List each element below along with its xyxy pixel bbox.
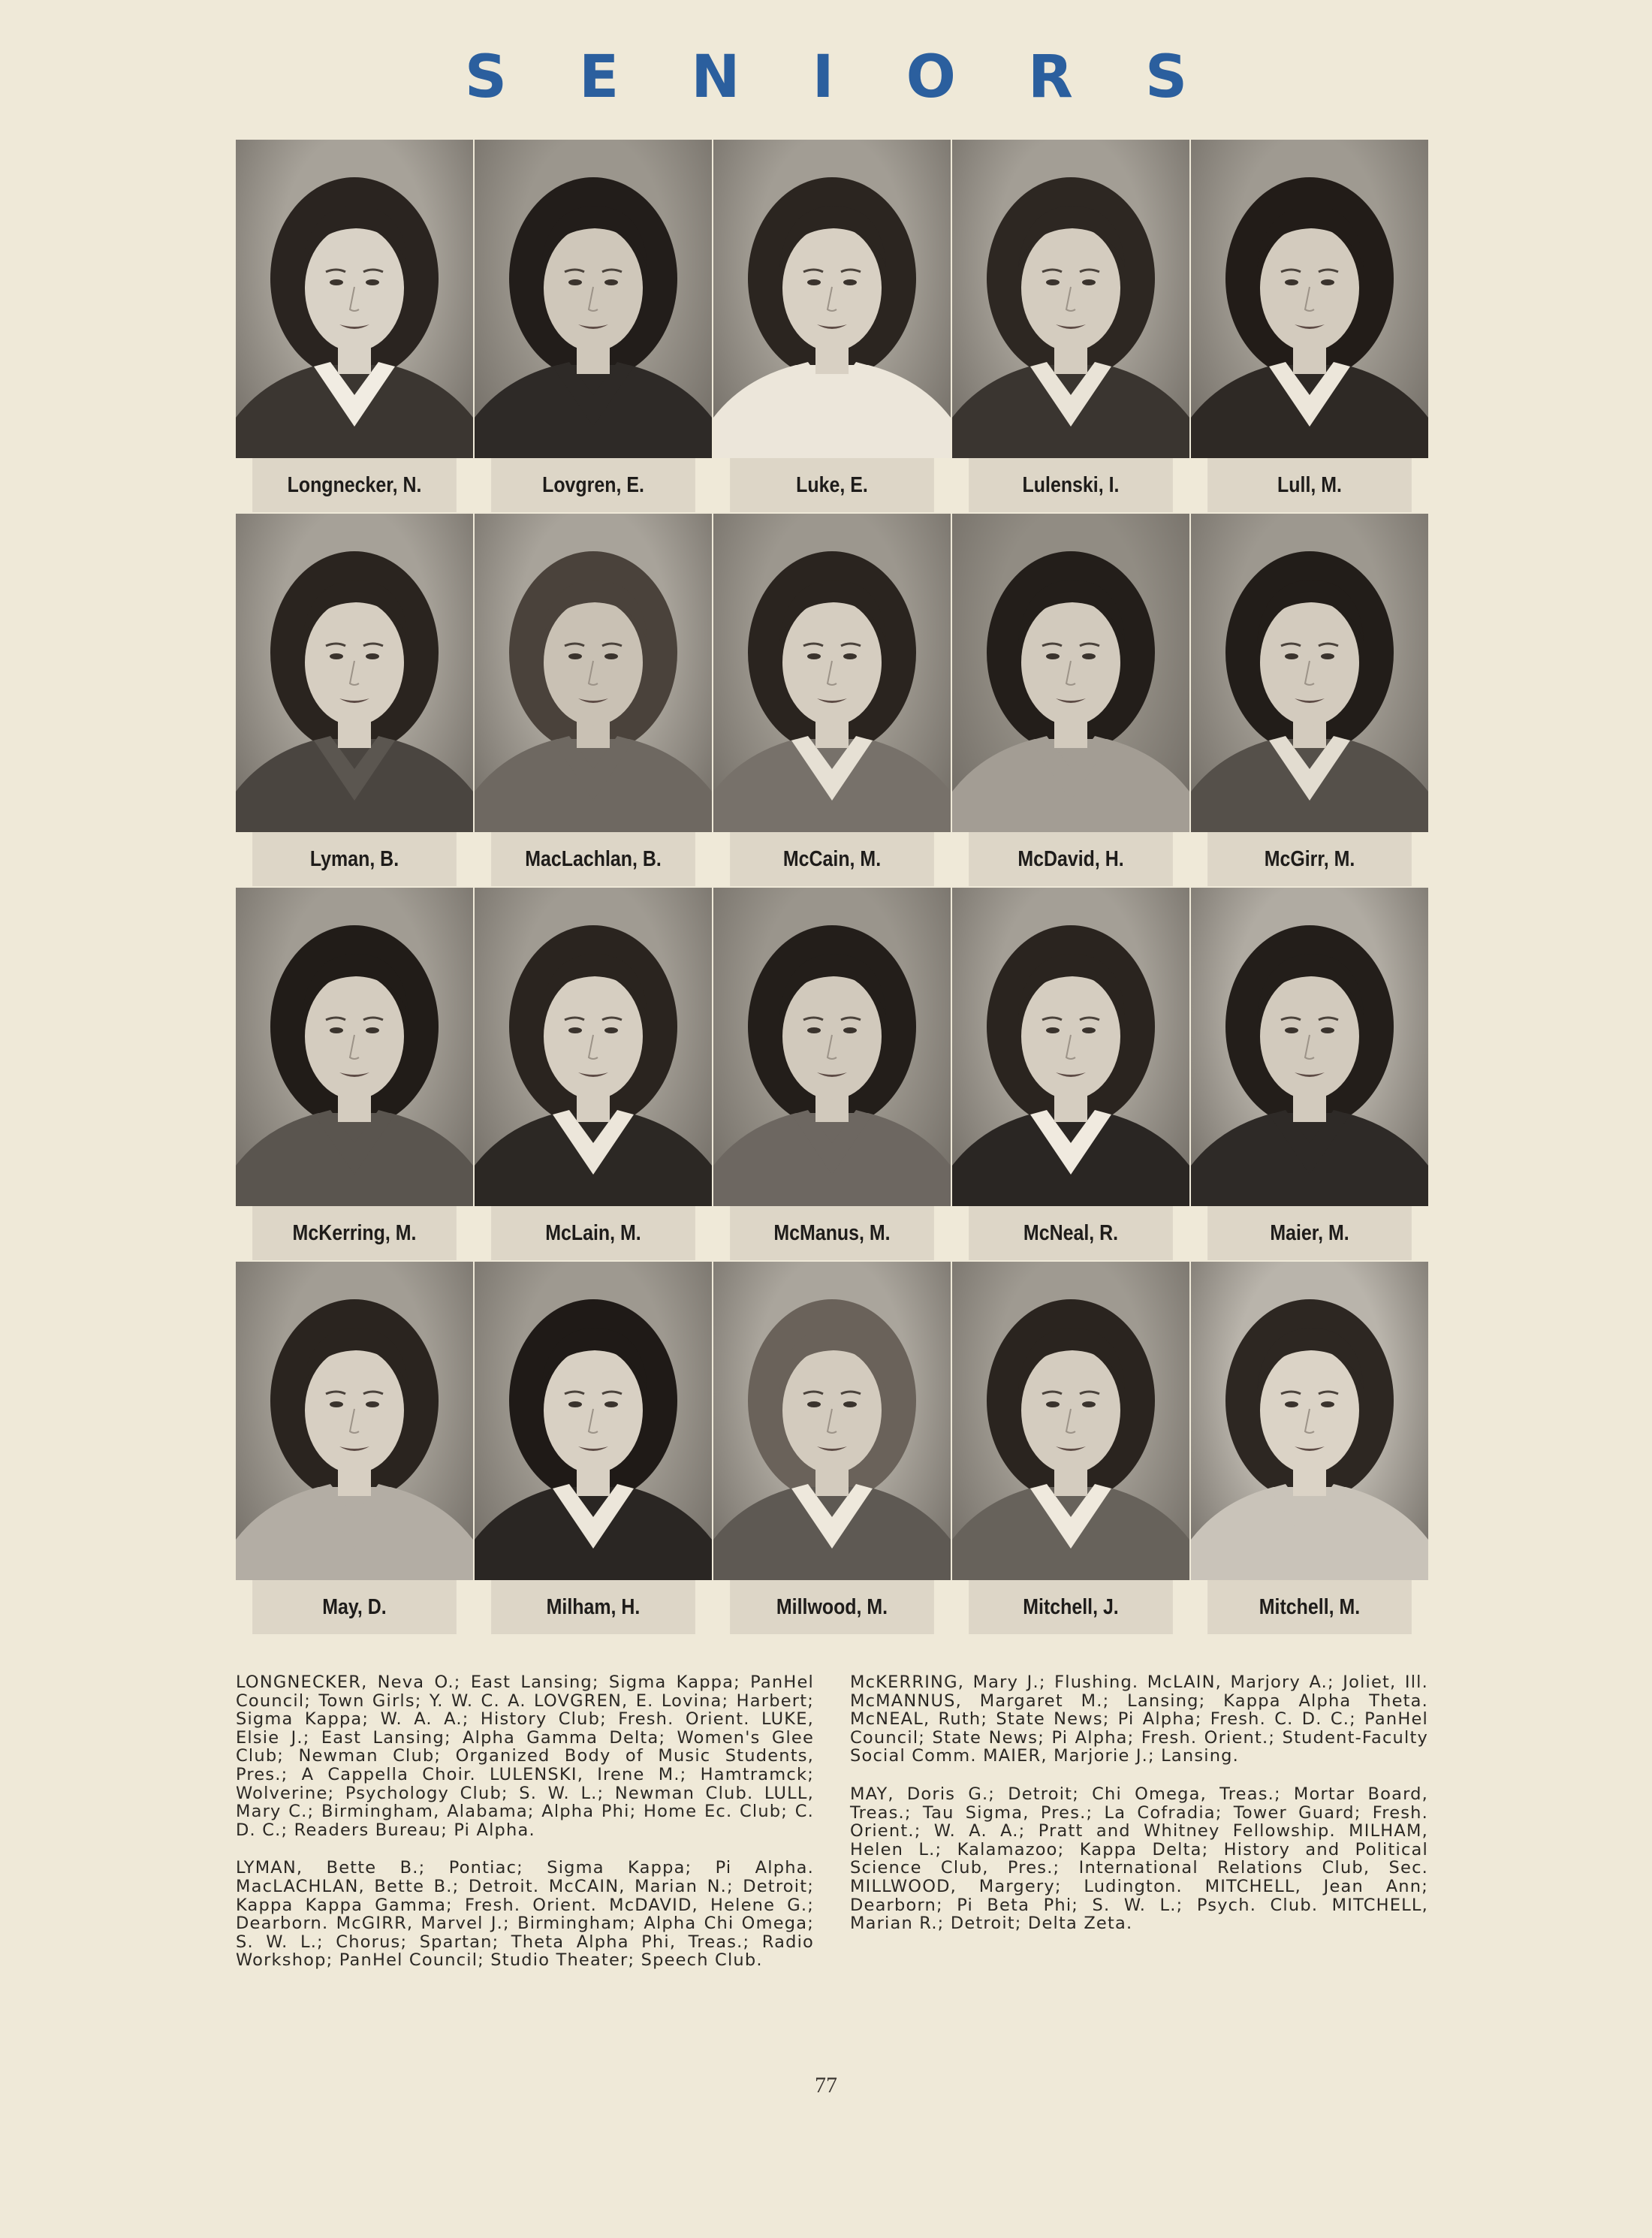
bio-column-left bbox=[236, 1673, 814, 1989]
portrait-row bbox=[236, 1262, 1428, 1634]
portrait-illustration bbox=[713, 888, 951, 1206]
left-eye-shape bbox=[1285, 1027, 1298, 1033]
portrait-illustration bbox=[713, 1262, 951, 1580]
right-eye-shape bbox=[604, 1027, 618, 1033]
portrait-illustration bbox=[236, 514, 473, 832]
right-eye-shape bbox=[604, 653, 618, 659]
left-eye-shape bbox=[568, 279, 582, 285]
right-eye-shape bbox=[604, 1401, 618, 1407]
portrait-illustration bbox=[236, 140, 473, 458]
portrait-name-caption: MacLachlan, B. bbox=[491, 832, 695, 886]
right-eye-shape bbox=[366, 1027, 379, 1033]
portrait-card bbox=[713, 140, 951, 512]
portrait-photo bbox=[236, 514, 473, 832]
portrait-illustration bbox=[952, 140, 1189, 458]
portrait-photo bbox=[236, 140, 473, 458]
portrait-illustration bbox=[236, 888, 473, 1206]
bio-column-right bbox=[850, 1673, 1428, 1989]
portrait-row bbox=[236, 140, 1428, 512]
left-eye-shape bbox=[1046, 653, 1060, 659]
left-eye-shape bbox=[1285, 279, 1298, 285]
left-eye-shape bbox=[568, 1401, 582, 1407]
left-eye-shape bbox=[330, 1027, 343, 1033]
portrait-illustration bbox=[952, 888, 1189, 1206]
left-eye-shape bbox=[1046, 279, 1060, 285]
portrait-name-caption: Maier, M. bbox=[1207, 1206, 1412, 1260]
right-eye-shape bbox=[1082, 1401, 1096, 1407]
portrait-photo bbox=[713, 888, 951, 1206]
portrait-card bbox=[475, 1262, 712, 1634]
right-eye-shape bbox=[1321, 1401, 1334, 1407]
portrait-photo bbox=[475, 888, 712, 1206]
right-eye-shape bbox=[1082, 653, 1096, 659]
portrait-card bbox=[1191, 888, 1428, 1260]
portrait-row bbox=[236, 514, 1428, 886]
portrait-card bbox=[475, 888, 712, 1260]
portrait-card bbox=[952, 888, 1189, 1260]
portrait-card bbox=[713, 514, 951, 886]
portrait-photo bbox=[952, 888, 1189, 1206]
page-number: 77 bbox=[815, 2073, 837, 2098]
portrait-photo bbox=[952, 514, 1189, 832]
portrait-photo bbox=[1191, 514, 1428, 832]
right-eye-shape bbox=[1321, 279, 1334, 285]
bio-paragraph: LYMAN, Bette B.; Pontiac; Sigma Kappa; Pi Alpha. MacLACHLAN, Bette B.; Detroit. McCAIN, Marian N.; Detroit; Kappa Kappa Gamma; Fresh. Orient. McDAVID, Helene G.; Dearborn. McGIRR, Marvel J.; Birmingham; Alpha Chi Omega; S. W. L.; Chorus; Spartan; Theta Alpha Phi, Treas.; Radio Workshop; PanHel Council; Studio Theater; Speech Club. bbox=[236, 1858, 814, 1971]
left-eye-shape bbox=[1285, 653, 1298, 659]
portrait-card bbox=[1191, 140, 1428, 512]
bio-paragraph: MAY, Doris G.; Detroit; Chi Omega, Treas.; Mortar Board, Treas.; Tau Sigma, Pres.; La Cofradia; Tower Guard; Fresh. Orient.; W. A. A.; Pratt and Whitney Fellowship. MILHAM, Helen L.; Kalamazoo; Kappa Delta; History and Political Science Club, Pres.; International Relations Club, Sec. MILLWOOD, Margery; Ludington. MITCHELL, Jean Ann; Dearborn; Pi Beta Phi; S. W. L.; Psych. Club. MITCHELL, Marian R.; Detroit; Delta Zeta. bbox=[850, 1784, 1428, 1934]
left-eye-shape bbox=[568, 653, 582, 659]
portrait-illustration bbox=[236, 1262, 473, 1580]
left-eye-shape bbox=[1285, 1401, 1298, 1407]
page-title: SENIORS bbox=[464, 44, 1260, 111]
portrait-name-caption: Milham, H. bbox=[491, 1580, 695, 1634]
portrait-name-caption: Lulenski, I. bbox=[969, 458, 1173, 512]
left-eye-shape bbox=[807, 1401, 821, 1407]
right-eye-shape bbox=[1321, 653, 1334, 659]
portrait-card bbox=[952, 514, 1189, 886]
portrait-photo bbox=[475, 140, 712, 458]
portrait-card bbox=[952, 140, 1189, 512]
portrait-illustration bbox=[475, 140, 712, 458]
portrait-name-caption: McManus, M. bbox=[730, 1206, 934, 1260]
right-eye-shape bbox=[366, 1401, 379, 1407]
biographies bbox=[236, 1673, 1428, 1989]
portrait-illustration bbox=[713, 514, 951, 832]
portrait-card bbox=[713, 1262, 951, 1634]
portrait-name-caption: Luke, E. bbox=[730, 458, 934, 512]
right-eye-shape bbox=[366, 653, 379, 659]
portrait-name-caption: Lull, M. bbox=[1207, 458, 1412, 512]
portrait-card bbox=[952, 1262, 1189, 1634]
portrait-illustration bbox=[1191, 514, 1428, 832]
right-eye-shape bbox=[1082, 1027, 1096, 1033]
left-eye-shape bbox=[330, 653, 343, 659]
portrait-illustration bbox=[713, 140, 951, 458]
portrait-name-caption: Longnecker, N. bbox=[252, 458, 457, 512]
portrait-photo bbox=[713, 140, 951, 458]
right-eye-shape bbox=[843, 1027, 857, 1033]
portrait-illustration bbox=[952, 514, 1189, 832]
left-eye-shape bbox=[1046, 1401, 1060, 1407]
portrait-card bbox=[236, 888, 473, 1260]
portrait-name-caption: Millwood, M. bbox=[730, 1580, 934, 1634]
portrait-name-caption: McLain, M. bbox=[491, 1206, 695, 1260]
right-eye-shape bbox=[843, 279, 857, 285]
left-eye-shape bbox=[1046, 1027, 1060, 1033]
portrait-photo bbox=[713, 1262, 951, 1580]
portrait-photo bbox=[475, 514, 712, 832]
portrait-photo bbox=[475, 1262, 712, 1580]
portrait-row bbox=[236, 888, 1428, 1260]
portrait-card bbox=[236, 140, 473, 512]
portrait-name-caption: McCain, M. bbox=[730, 832, 934, 886]
portrait-illustration bbox=[1191, 888, 1428, 1206]
portrait-photo bbox=[236, 1262, 473, 1580]
portrait-name-caption: McKerring, M. bbox=[252, 1206, 457, 1260]
portrait-photo bbox=[952, 140, 1189, 458]
portrait-name-caption: McDavid, H. bbox=[969, 832, 1173, 886]
portrait-illustration bbox=[475, 888, 712, 1206]
portrait-photo bbox=[713, 514, 951, 832]
portrait-name-caption: Lyman, B. bbox=[252, 832, 457, 886]
left-eye-shape bbox=[807, 1027, 821, 1033]
right-eye-shape bbox=[843, 1401, 857, 1407]
right-eye-shape bbox=[604, 279, 618, 285]
portrait-name-caption: McGirr, M. bbox=[1207, 832, 1412, 886]
portrait-illustration bbox=[1191, 1262, 1428, 1580]
portrait-illustration bbox=[952, 1262, 1189, 1580]
portrait-photo bbox=[1191, 1262, 1428, 1580]
portrait-name-caption: May, D. bbox=[252, 1580, 457, 1634]
portrait-card bbox=[1191, 514, 1428, 886]
right-eye-shape bbox=[366, 279, 379, 285]
portrait-card bbox=[236, 1262, 473, 1634]
bio-paragraph: LONGNECKER, Neva O.; East Lansing; Sigma Kappa; PanHel Council; Town Girls; Y. W. C. A. LOVGREN, E. Lovina; Harbert; Sigma Kappa; W. A. A.; History Club; Fresh. Orient. LUKE, Elsie J.; East Lansing; Alpha Gamma Delta; Women's Glee Club; Newman Club; Organized Body of Music Students, Pres.; A Cappella Choir. LULENSKI, Irene M.; Hamtramck; Wolverine; Psychology Club; S. W. L.; Newman Club. LULL, Mary C.; Birmingham, Alabama; Alpha Phi; Home Ec. Club; C. D. C.; Readers Bureau; Pi Alpha. bbox=[236, 1672, 814, 1840]
portrait-illustration bbox=[475, 514, 712, 832]
portrait-grid bbox=[236, 140, 1428, 1634]
left-eye-shape bbox=[330, 1401, 343, 1407]
portrait-card bbox=[713, 888, 951, 1260]
bio-paragraph: McKERRING, Mary J.; Flushing. McLAIN, Marjory A.; Joliet, Ill. McMANNUS, Margaret M.; Lansing; Kappa Alpha Theta. McNEAL, Ruth; State News; Pi Alpha; Fresh. C. D. C.; PanHel Council; State News; Pi Alpha; Fresh. Orient.; Student-Faculty Social Comm. MAIER, Marjorie J.; Lansing. bbox=[850, 1672, 1428, 1766]
portrait-photo bbox=[952, 1262, 1189, 1580]
right-eye-shape bbox=[1082, 279, 1096, 285]
portrait-illustration bbox=[475, 1262, 712, 1580]
portrait-illustration bbox=[1191, 140, 1428, 458]
portrait-photo bbox=[1191, 888, 1428, 1206]
left-eye-shape bbox=[568, 1027, 582, 1033]
portrait-card bbox=[475, 514, 712, 886]
portrait-name-caption: Lovgren, E. bbox=[491, 458, 695, 512]
portrait-photo bbox=[236, 888, 473, 1206]
portrait-card bbox=[1191, 1262, 1428, 1634]
left-eye-shape bbox=[807, 279, 821, 285]
portrait-name-caption: McNeal, R. bbox=[969, 1206, 1173, 1260]
right-eye-shape bbox=[1321, 1027, 1334, 1033]
left-eye-shape bbox=[807, 653, 821, 659]
portrait-name-caption: Mitchell, J. bbox=[969, 1580, 1173, 1634]
left-eye-shape bbox=[330, 279, 343, 285]
portrait-photo bbox=[1191, 140, 1428, 458]
right-eye-shape bbox=[843, 653, 857, 659]
portrait-name-caption: Mitchell, M. bbox=[1207, 1580, 1412, 1634]
portrait-card bbox=[236, 514, 473, 886]
portrait-card bbox=[475, 140, 712, 512]
